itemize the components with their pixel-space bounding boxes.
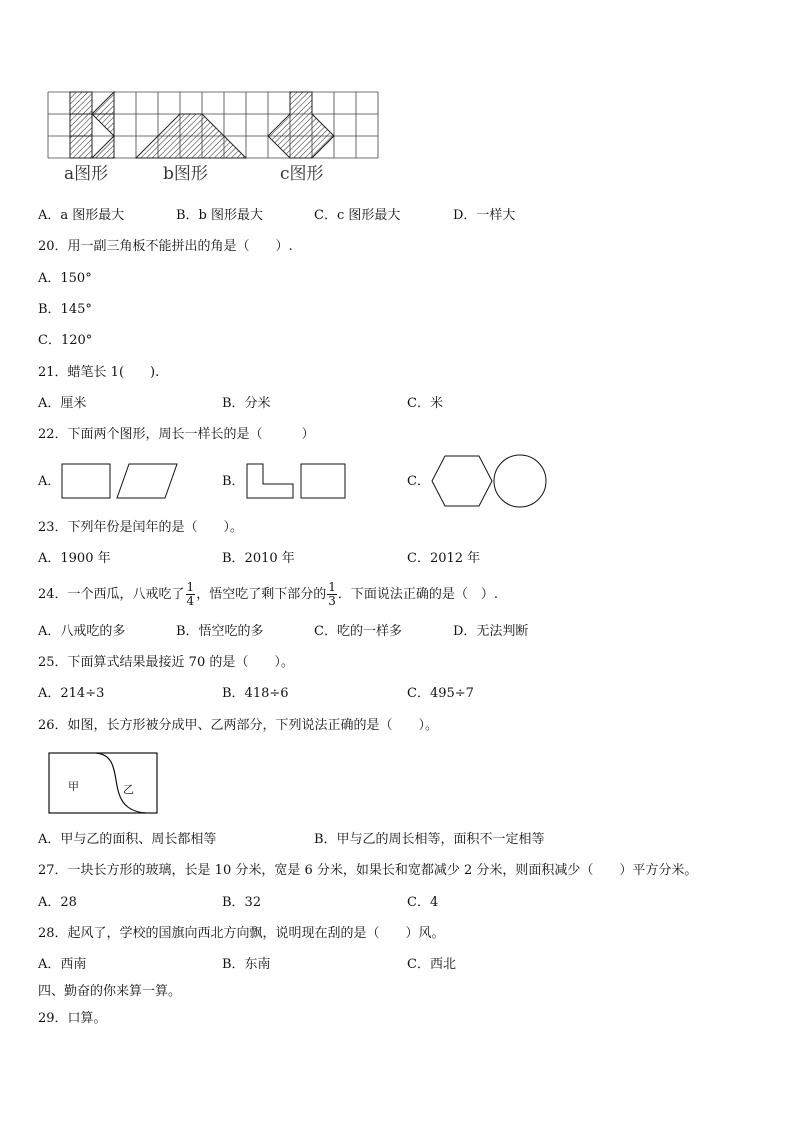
- rectangle-shape: [62, 464, 110, 498]
- section-4-title: 四、勤奋的你来算一算。: [38, 984, 182, 999]
- q25-option-a[interactable]: A．214÷3: [38, 686, 105, 701]
- q19-label-a: a图形: [64, 164, 109, 184]
- region-label-yi: 乙: [123, 783, 134, 796]
- q26-rectangle-figure: [48, 752, 160, 816]
- q23-option-a[interactable]: A．1900 年: [38, 551, 111, 566]
- square-shape: [301, 464, 345, 498]
- q23-option-c[interactable]: C．2012 年: [407, 551, 481, 566]
- q24-fraction-2: [327, 581, 337, 608]
- q22-option-c[interactable]: C．: [407, 474, 430, 489]
- circle-shape: [494, 455, 546, 507]
- shape-c: [268, 92, 334, 158]
- parallelogram-shape: [117, 464, 177, 498]
- fraction-denominator: 3: [328, 594, 336, 608]
- q21-option-b[interactable]: B．分米: [222, 396, 271, 411]
- q24-fraction-1: [186, 581, 196, 608]
- q26-option-a[interactable]: A．甲与乙的面积、周长都相等: [38, 832, 217, 847]
- q19-grid-figure: [48, 92, 388, 162]
- q24-stem: [38, 578, 498, 612]
- fraction-numerator: 1: [328, 580, 336, 594]
- q29-stem: 29．口算。: [38, 1011, 107, 1026]
- q22-option-b[interactable]: B．: [222, 474, 245, 489]
- q26-option-b[interactable]: B．甲与乙的周长相等，面积不一定相等: [314, 832, 545, 847]
- q24-option-b[interactable]: B．悟空吃的多: [176, 624, 264, 639]
- q19-option-b[interactable]: B．b 图形最大: [176, 208, 264, 223]
- q27-option-c[interactable]: C．4: [407, 895, 439, 910]
- l-shape: [247, 464, 293, 498]
- q25-option-c[interactable]: C．495÷7: [407, 686, 474, 701]
- q22-shapes-a: [60, 462, 190, 502]
- q21-stem: 21．蜡笔长 1( ).: [38, 365, 160, 380]
- q20-option-a[interactable]: A．150°: [38, 271, 92, 286]
- hexagon-shape: [432, 456, 492, 506]
- q19-option-d[interactable]: D．一样大: [453, 208, 516, 223]
- q22-option-a[interactable]: A．: [38, 474, 61, 489]
- q24-stem-part1: 24．一个西瓜，八戒吃了: [38, 587, 185, 602]
- shape-a: [70, 92, 114, 158]
- q19-option-c[interactable]: C．c 图形最大: [314, 208, 401, 223]
- q25-stem: 25．下面算式结果最接近 70 的是（ ）。: [38, 655, 294, 670]
- q20-stem: 20．用一副三角板不能拼出的角是（ ）.: [38, 239, 293, 254]
- q19-option-a[interactable]: A．a 图形最大: [38, 208, 125, 223]
- q24-stem-part2: ，悟空吃了剩下部分的: [196, 587, 327, 602]
- q27-option-a[interactable]: A．28: [38, 895, 77, 910]
- q22-shapes-c: [428, 453, 558, 509]
- q19-label-c: c图形: [280, 164, 324, 184]
- q24-option-c[interactable]: C．吃的一样多: [314, 624, 402, 639]
- q28-stem: 28．起风了，学校的国旗向西北方向飘，说明现在刮的是（ ）风。: [38, 926, 445, 941]
- q23-stem: 23．下列年份是闰年的是（ ）。: [38, 520, 244, 535]
- q20-option-c[interactable]: C．120°: [38, 333, 93, 348]
- q26-stem: 26．如图，长方形被分成甲、乙两部分，下列说法正确的是（ ）。: [38, 718, 439, 733]
- fraction-denominator: 4: [186, 594, 195, 608]
- q21-option-a[interactable]: A．厘米: [38, 396, 87, 411]
- q27-stem: 27．一块长方形的玻璃，长是 10 分米，宽是 6 分米，如果长和宽都减少 2 分米，则面积减少（ ）平方分米。: [38, 863, 698, 878]
- q22-stem: 22．下面两个图形，周长一样长的是（ ）: [38, 427, 315, 442]
- q23-option-b[interactable]: B．2010 年: [222, 551, 295, 566]
- q24-option-d[interactable]: D．无法判断: [453, 624, 529, 639]
- q22-shapes-b: [245, 462, 355, 502]
- q20-option-b[interactable]: B．145°: [38, 302, 92, 317]
- q27-option-b[interactable]: B．32: [222, 895, 262, 910]
- q24-option-a[interactable]: A．八戒吃的多: [38, 624, 126, 639]
- q19-label-b: b图形: [163, 164, 208, 184]
- q24-stem-part3: ．下面说法正确的是（ ）.: [337, 587, 498, 602]
- region-label-jia: 甲: [68, 780, 79, 793]
- q28-option-c[interactable]: C．西北: [407, 957, 456, 972]
- q28-option-a[interactable]: A．西南: [38, 957, 87, 972]
- q21-option-c[interactable]: C．米: [407, 396, 443, 411]
- fraction-numerator: 1: [186, 580, 195, 594]
- q28-option-b[interactable]: B．东南: [222, 957, 271, 972]
- q25-option-b[interactable]: B．418÷6: [222, 686, 289, 701]
